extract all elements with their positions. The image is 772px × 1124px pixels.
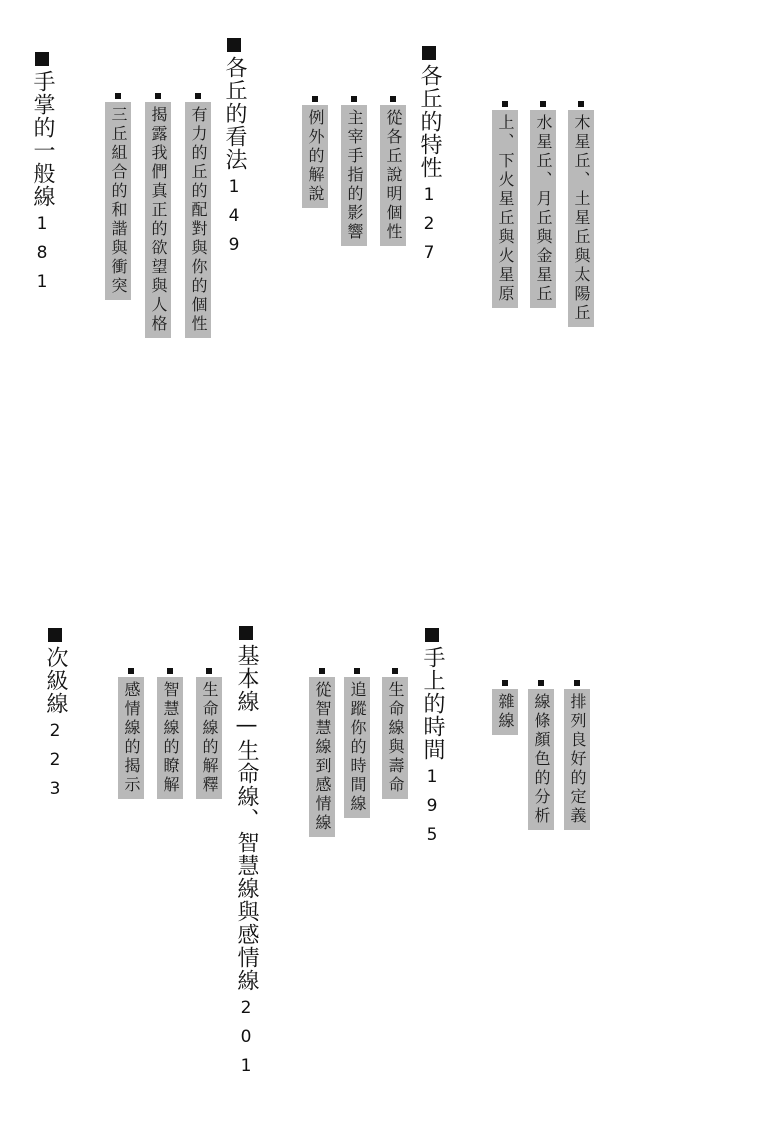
section-strip[interactable] xyxy=(309,668,335,837)
bullet-dot-icon xyxy=(128,668,134,674)
section-strip[interactable] xyxy=(105,93,131,300)
section-strip[interactable] xyxy=(157,668,183,799)
bullet-dot-icon xyxy=(502,101,508,107)
chapter-page-number: 223 xyxy=(45,721,65,808)
section-strip[interactable] xyxy=(344,668,370,818)
chapter-mounts-view[interactable] xyxy=(219,38,249,264)
section-title: 例外的解說 xyxy=(302,105,328,208)
section-strip[interactable] xyxy=(380,96,406,246)
section-title: 雜線 xyxy=(492,689,518,735)
chapter-title: 各丘的看法 xyxy=(222,56,247,171)
section-strip[interactable] xyxy=(196,668,222,799)
chapter-basic-lines[interactable] xyxy=(231,626,261,1085)
chapter-secondary-lines[interactable] xyxy=(40,628,70,808)
bullet-square-icon xyxy=(422,46,436,60)
section-strip[interactable] xyxy=(492,101,518,308)
bullet-square-icon xyxy=(48,628,62,642)
bullet-dot-icon xyxy=(351,96,357,102)
bullet-square-icon xyxy=(227,38,241,52)
chapter-title: 手掌的一般線 xyxy=(30,70,55,208)
bullet-dot-icon xyxy=(502,680,508,686)
section-title: 揭露我們真正的欲望與人格 xyxy=(145,102,171,338)
section-strip[interactable] xyxy=(341,96,367,246)
section-title: 上、下火星丘與火星原 xyxy=(492,110,518,308)
section-title: 感情線的揭示 xyxy=(118,677,144,799)
section-title: 有力的丘的配對與你的個性 xyxy=(185,102,211,338)
section-title: 從智慧線到感情線 xyxy=(309,677,335,837)
section-title: 排列良好的定義 xyxy=(564,689,590,830)
section-title: 木星丘、土星丘與太陽丘 xyxy=(568,110,594,327)
section-title: 追蹤你的時間線 xyxy=(344,677,370,818)
section-title: 智慧線的瞭解 xyxy=(157,677,183,799)
bullet-dot-icon xyxy=(115,93,121,99)
bullet-dot-icon xyxy=(195,93,201,99)
bullet-square-icon xyxy=(425,628,439,642)
section-strip[interactable] xyxy=(118,668,144,799)
chapter-time-on-hand[interactable] xyxy=(417,628,447,854)
section-strip[interactable] xyxy=(564,680,590,830)
bullet-dot-icon xyxy=(319,668,325,674)
section-title: 生命線與壽命 xyxy=(382,677,408,799)
chapter-mounts-traits[interactable] xyxy=(414,46,444,272)
bullet-dot-icon xyxy=(155,93,161,99)
bullet-dot-icon xyxy=(574,680,580,686)
section-title: 從各丘說明個性 xyxy=(380,105,406,246)
section-title: 水星丘、月丘與金星丘 xyxy=(530,110,556,308)
chapter-page-number: 127 xyxy=(419,185,439,272)
section-strip[interactable] xyxy=(528,680,554,830)
section-strip[interactable] xyxy=(302,96,328,208)
section-strip[interactable] xyxy=(185,93,211,338)
chapter-page-number: 181 xyxy=(32,214,52,301)
chapter-title: 基本線—生命線、智慧線與感情線 xyxy=(234,644,259,992)
bullet-dot-icon xyxy=(538,680,544,686)
bullet-dot-icon xyxy=(392,668,398,674)
chapter-page-number: 149 xyxy=(224,177,244,264)
bullet-dot-icon xyxy=(390,96,396,102)
section-strip[interactable] xyxy=(145,93,171,338)
bullet-dot-icon xyxy=(354,668,360,674)
chapter-palm-general-lines[interactable] xyxy=(27,52,57,301)
chapter-title: 次級線 xyxy=(43,646,68,715)
section-strip[interactable] xyxy=(492,680,518,735)
bullet-dot-icon xyxy=(578,101,584,107)
section-title: 主宰手指的影響 xyxy=(341,105,367,246)
chapter-title: 手上的時間 xyxy=(420,646,445,761)
section-title: 生命線的解釋 xyxy=(196,677,222,799)
bullet-dot-icon xyxy=(206,668,212,674)
bullet-dot-icon xyxy=(167,668,173,674)
section-strip[interactable] xyxy=(530,101,556,308)
bullet-square-icon xyxy=(239,626,253,640)
bullet-dot-icon xyxy=(312,96,318,102)
chapter-page-number: 201 xyxy=(236,998,256,1085)
section-title: 線條顏色的分析 xyxy=(528,689,554,830)
bullet-dot-icon xyxy=(540,101,546,107)
section-strip[interactable] xyxy=(382,668,408,799)
chapter-title: 各丘的特性 xyxy=(417,64,442,179)
section-strip[interactable] xyxy=(568,101,594,327)
chapter-page-number: 195 xyxy=(422,767,442,854)
bullet-square-icon xyxy=(35,52,49,66)
section-title: 三丘組合的和諧與衝突 xyxy=(105,102,131,300)
